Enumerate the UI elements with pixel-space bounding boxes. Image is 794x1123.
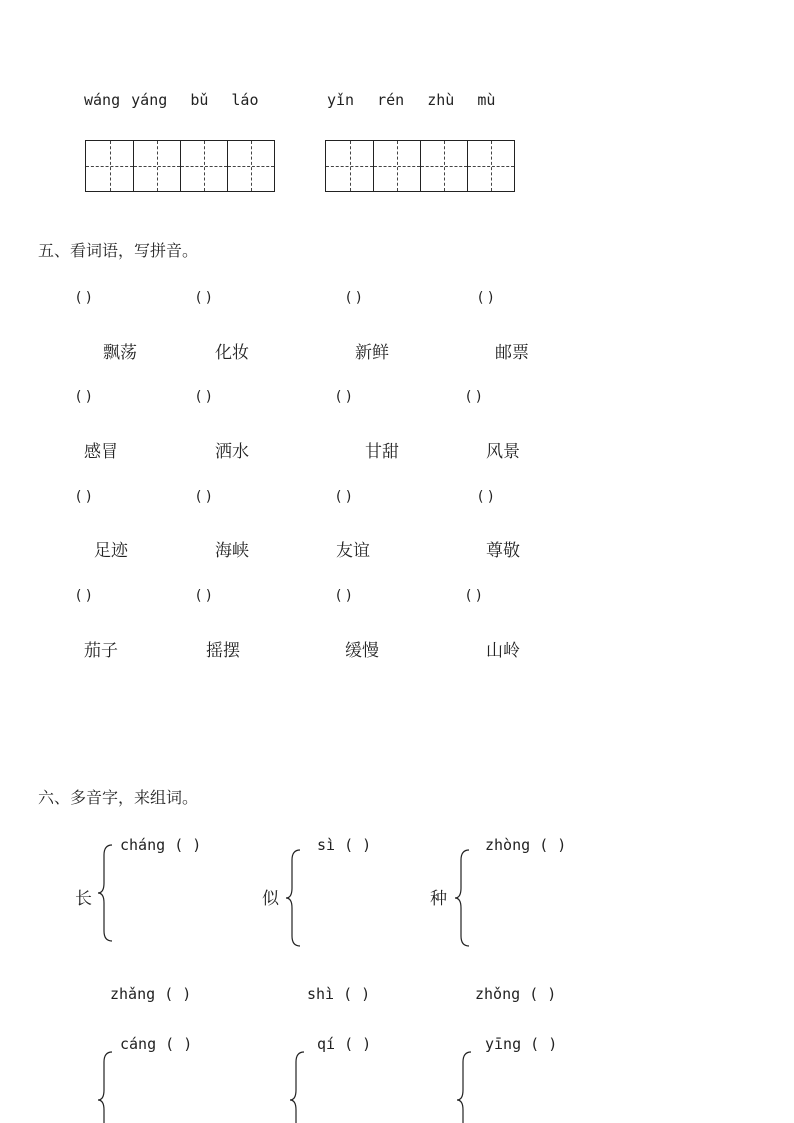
brace-icon <box>455 1050 477 1123</box>
brace-icon <box>288 1050 310 1123</box>
vocab-word: 茄子 <box>84 641 118 661</box>
section-5-title: 五、看词语，写拼音。 <box>38 241 199 260</box>
reading-item <box>120 1035 192 1053</box>
word-blank[interactable]: ( ) <box>539 836 567 854</box>
reading-item <box>307 985 370 1003</box>
polyphone-char: 长 <box>75 889 92 909</box>
pinyin-syllable: láo <box>231 91 259 109</box>
pinyin-syllable: yáng <box>131 91 168 109</box>
pinyin-answer-blank[interactable]: ( ) <box>336 489 352 505</box>
vocab-word: 山岭 <box>486 641 520 661</box>
brace-icon <box>453 848 475 948</box>
vocab-word: 邮票 <box>495 343 529 363</box>
vocab-word: 风景 <box>486 442 520 462</box>
pinyin-answer-blank[interactable]: ( ) <box>76 489 92 505</box>
vocab-word: 甘甜 <box>365 442 399 462</box>
pinyin-answer-blank[interactable]: ( ) <box>76 290 92 306</box>
polyphone-char: 似 <box>262 889 279 909</box>
pinyin-answer-blank[interactable]: ( ) <box>346 290 362 306</box>
grid-cell[interactable] <box>133 141 180 191</box>
writing-grid-1[interactable] <box>85 140 275 192</box>
polyphone-char: 种 <box>430 889 447 909</box>
word-blank[interactable]: ( ) <box>165 1035 193 1053</box>
pinyin-syllable: bǔ <box>190 91 209 109</box>
pinyin-answer-blank[interactable]: ( ) <box>336 588 352 604</box>
pinyin-syllable: yǐn <box>327 91 355 109</box>
vocab-word: 友谊 <box>336 541 370 561</box>
reading-item <box>485 1035 557 1053</box>
writing-grid-2[interactable] <box>325 140 515 192</box>
vocab-word: 新鲜 <box>355 343 389 363</box>
pinyin-answer-blank[interactable]: ( ) <box>466 389 482 405</box>
word-blank[interactable]: ( ) <box>164 985 192 1003</box>
pinyin-answer-blank[interactable]: ( ) <box>466 588 482 604</box>
word-blank[interactable]: ( ) <box>343 985 371 1003</box>
reading-pinyin: zhǒng <box>475 985 521 1003</box>
vocab-word: 感冒 <box>84 442 118 462</box>
pinyin-answer-blank[interactable]: ( ) <box>336 389 352 405</box>
vocab-word: 足迹 <box>94 541 128 561</box>
section-6-title: 六、多音字，来组词。 <box>38 788 199 807</box>
pinyin-syllable: wáng <box>84 91 121 109</box>
word-blank[interactable]: ( ) <box>344 836 372 854</box>
pinyin-answer-blank[interactable]: ( ) <box>196 588 212 604</box>
grid-cell[interactable] <box>467 141 514 191</box>
grid-cell[interactable] <box>180 141 227 191</box>
pinyin-group-2 <box>327 91 495 109</box>
pinyin-syllable: zhù <box>427 91 455 109</box>
pinyin-answer-blank[interactable]: ( ) <box>196 389 212 405</box>
grid-cell[interactable] <box>420 141 467 191</box>
reading-item <box>317 1035 371 1053</box>
reading-pinyin: zhǎng <box>110 985 156 1003</box>
reading-item <box>485 836 566 854</box>
pinyin-answer-blank[interactable]: ( ) <box>196 489 212 505</box>
brace-icon <box>96 843 118 943</box>
vocab-word: 海峡 <box>215 541 249 561</box>
word-blank[interactable]: ( ) <box>344 1035 372 1053</box>
pinyin-syllable: rén <box>377 91 405 109</box>
vocab-word: 缓慢 <box>345 641 379 661</box>
vocab-word: 飘荡 <box>103 343 137 363</box>
vocab-word: 尊敬 <box>486 541 520 561</box>
reading-item <box>475 985 556 1003</box>
pinyin-answer-blank[interactable]: ( ) <box>478 489 494 505</box>
pinyin-answer-blank[interactable]: ( ) <box>76 588 92 604</box>
reading-pinyin: zhòng <box>485 836 531 854</box>
vocab-word: 化妆 <box>215 343 249 363</box>
pinyin-group-1 <box>84 91 259 109</box>
word-blank[interactable]: ( ) <box>530 1035 558 1053</box>
pinyin-answer-blank[interactable]: ( ) <box>478 290 494 306</box>
word-blank[interactable]: ( ) <box>174 836 202 854</box>
reading-pinyin: cáng <box>120 1035 157 1053</box>
grid-cell[interactable] <box>86 141 133 191</box>
reading-pinyin: yīng <box>485 1035 522 1053</box>
reading-item <box>110 985 191 1003</box>
grid-cell[interactable] <box>373 141 420 191</box>
reading-pinyin: qí <box>317 1035 336 1053</box>
brace-icon <box>284 848 306 948</box>
word-blank[interactable]: ( ) <box>529 985 557 1003</box>
vocab-word: 摇摆 <box>206 641 240 661</box>
reading-pinyin: cháng <box>120 836 166 854</box>
grid-cell[interactable] <box>227 141 274 191</box>
pinyin-syllable: mù <box>477 91 496 109</box>
pinyin-answer-blank[interactable]: ( ) <box>196 290 212 306</box>
pinyin-answer-blank[interactable]: ( ) <box>76 389 92 405</box>
brace-icon <box>96 1050 118 1123</box>
grid-cell[interactable] <box>326 141 373 191</box>
reading-pinyin: shì <box>307 985 335 1003</box>
vocab-word: 洒水 <box>215 442 249 462</box>
reading-item <box>120 836 201 854</box>
reading-pinyin: sì <box>317 836 336 854</box>
reading-item <box>317 836 371 854</box>
